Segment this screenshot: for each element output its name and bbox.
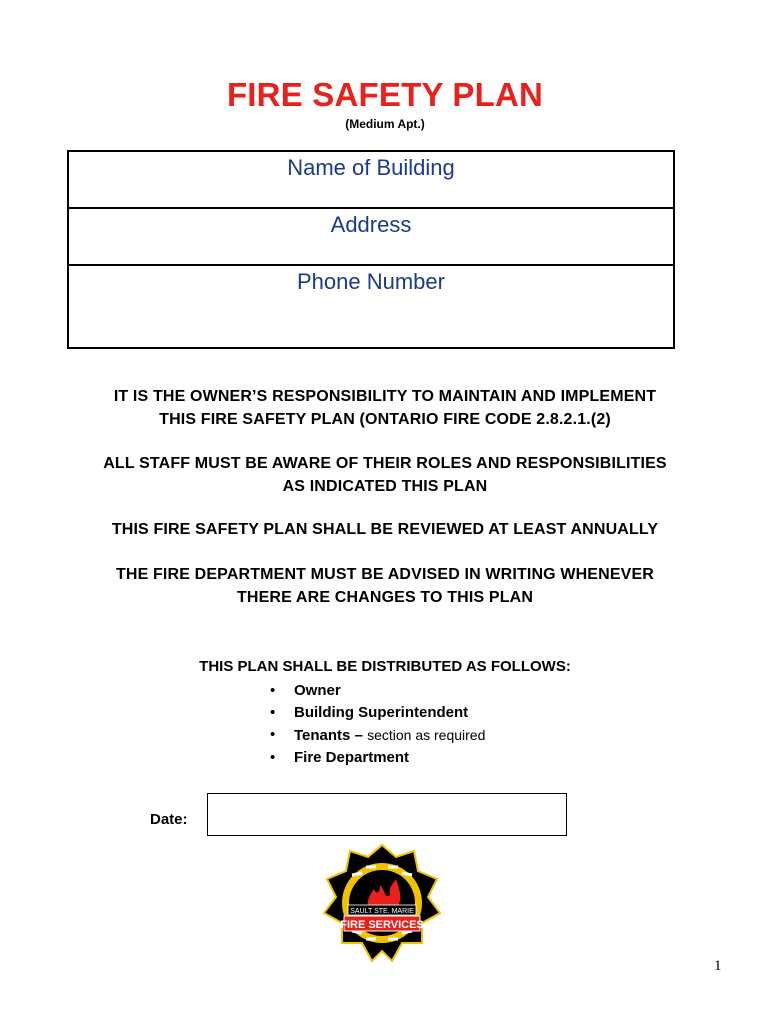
paragraph-line: THIS FIRE SAFETY PLAN SHALL BE REVIEWED AT LEAST ANNUALLY	[111, 521, 659, 538]
building-name-row[interactable]	[69, 152, 673, 209]
page-title: FIRE SAFETY PLAN	[226, 76, 544, 113]
address-label: Address	[330, 212, 412, 237]
fire-department-notice-paragraph	[0, 563, 770, 609]
staff-awareness-paragraph	[0, 452, 770, 498]
phone-number-row[interactable]	[69, 266, 673, 347]
list-item-note: section as required	[367, 727, 486, 743]
fire-services-seal-icon	[322, 843, 442, 968]
building-info-box	[67, 150, 675, 349]
paragraph-line: THERE ARE CHANGES TO THIS PLAN	[236, 589, 534, 606]
bullet-icon: •	[270, 704, 276, 721]
seal-text-line2: FIRE SERVICES	[340, 919, 424, 931]
list-item-label: Building Superintendent	[294, 704, 469, 721]
list-item	[270, 747, 485, 769]
list-item	[270, 680, 485, 702]
page-number: 1	[714, 958, 722, 974]
building-name-label: Name of Building	[287, 155, 455, 180]
paragraph-line: ALL STAFF MUST BE AWARE OF THEIR ROLES AND RESPONSIBILITIES	[103, 455, 667, 472]
owner-responsibility-paragraph	[0, 385, 770, 431]
bullet-icon: •	[270, 682, 276, 699]
paragraph-line: THIS FIRE SAFETY PLAN (ONTARIO FIRE CODE 2.8.2.1.(2)	[159, 411, 611, 428]
list-item-label: Fire Department	[294, 749, 410, 766]
paragraph-line: IT IS THE OWNER’S RESPONSIBILITY TO MAINTAIN AND IMPLEMENT	[113, 388, 657, 405]
distribution-heading: THIS PLAN SHALL BE DISTRIBUTED AS FOLLOWS:	[199, 658, 571, 675]
paragraph-line: AS INDICATED THIS PLAN	[282, 478, 488, 495]
seal-text-line1: SAULT STE. MARIE	[350, 908, 414, 915]
address-row[interactable]	[69, 209, 673, 266]
bullet-icon: •	[270, 726, 276, 743]
list-item	[270, 702, 485, 724]
annual-review-paragraph	[0, 518, 770, 541]
phone-number-label: Phone Number	[297, 269, 445, 294]
list-item	[270, 724, 485, 747]
page-subtitle: (Medium Apt.)	[345, 117, 425, 131]
paragraph-line: THE FIRE DEPARTMENT MUST BE ADVISED IN WRITING WHENEVER	[115, 566, 655, 583]
list-item-label: Tenants –	[294, 727, 363, 744]
distribution-list	[270, 680, 485, 769]
date-field[interactable]	[207, 793, 567, 836]
list-item-label: Owner	[294, 682, 341, 699]
date-label: Date:	[150, 811, 188, 828]
bullet-icon: •	[270, 749, 276, 766]
